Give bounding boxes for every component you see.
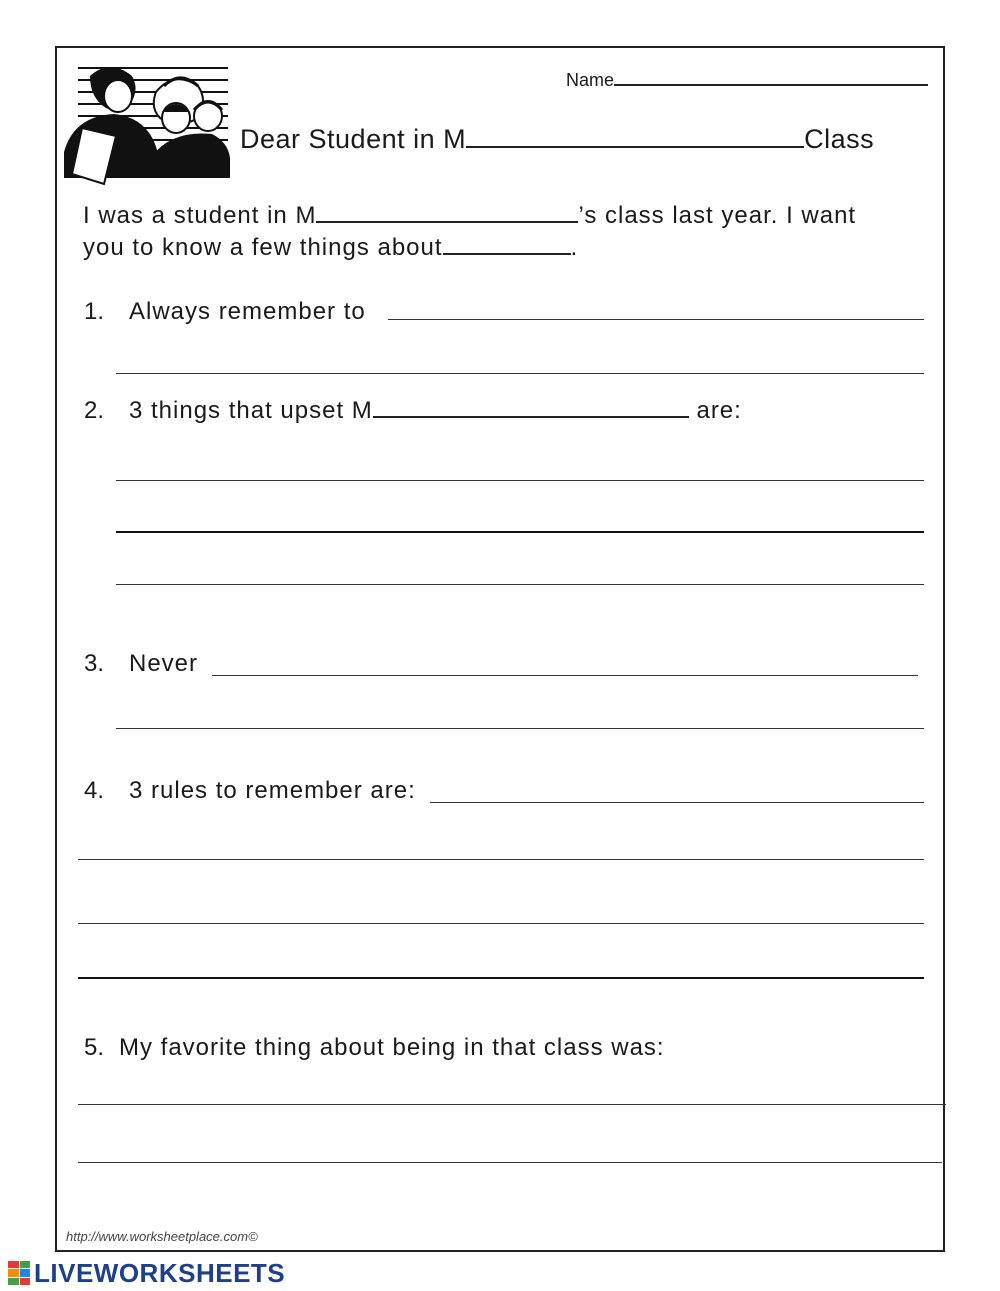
answer-line-2c[interactable] bbox=[116, 584, 924, 585]
answer-line-2b[interactable] bbox=[116, 531, 924, 533]
answer-line-4c[interactable] bbox=[78, 923, 924, 924]
question-5-number: 5. bbox=[84, 1034, 105, 1061]
question-2-text: 3 things that upset M are: bbox=[129, 397, 742, 424]
intro-line-2: you to know a few things about . bbox=[83, 234, 579, 261]
answer-line-3a[interactable] bbox=[212, 675, 918, 676]
source-url: http://www.worksheetplace.com© bbox=[66, 1229, 258, 1244]
upset-teacher-blank[interactable] bbox=[373, 416, 689, 418]
question-3-number: 3. bbox=[84, 650, 105, 677]
liveworksheets-logo-icon bbox=[8, 1261, 30, 1285]
intro-teacher-blank[interactable] bbox=[316, 221, 578, 223]
question-3-text: Never bbox=[129, 650, 199, 677]
answer-line-2a[interactable] bbox=[116, 480, 924, 481]
answer-line-1b[interactable] bbox=[116, 373, 924, 374]
answer-line-4a[interactable] bbox=[430, 802, 924, 803]
question-4-number: 4. bbox=[84, 777, 105, 804]
question-5-text: My favorite thing about being in that class was: bbox=[119, 1034, 665, 1061]
question-2-number: 2. bbox=[84, 397, 105, 424]
question-4-text: 3 rules to remember are: bbox=[129, 777, 416, 804]
question-1-text: Always remember to bbox=[129, 298, 366, 325]
worksheet-title: Dear Student in M Class bbox=[240, 124, 875, 154]
teacher-students-illustration bbox=[60, 56, 232, 186]
intro-line-1: I was a student in M ’s class last year. I want bbox=[83, 202, 857, 229]
answer-line-3b[interactable] bbox=[116, 728, 924, 729]
teacher-name-blank[interactable] bbox=[466, 146, 804, 148]
answer-line-5a[interactable] bbox=[78, 1104, 946, 1105]
answer-line-1a[interactable] bbox=[388, 319, 924, 320]
answer-line-4d[interactable] bbox=[78, 977, 924, 979]
name-label: Name bbox=[566, 70, 928, 91]
liveworksheets-wordmark: LIVEWORKSHEETS bbox=[34, 1257, 286, 1288]
answer-line-5b[interactable] bbox=[78, 1162, 942, 1163]
name-blank[interactable] bbox=[614, 84, 928, 86]
answer-line-4b[interactable] bbox=[78, 859, 924, 860]
liveworksheets-logo bbox=[8, 1258, 285, 1288]
question-1-number: 1. bbox=[84, 298, 105, 325]
intro-topic-blank[interactable] bbox=[443, 253, 571, 255]
